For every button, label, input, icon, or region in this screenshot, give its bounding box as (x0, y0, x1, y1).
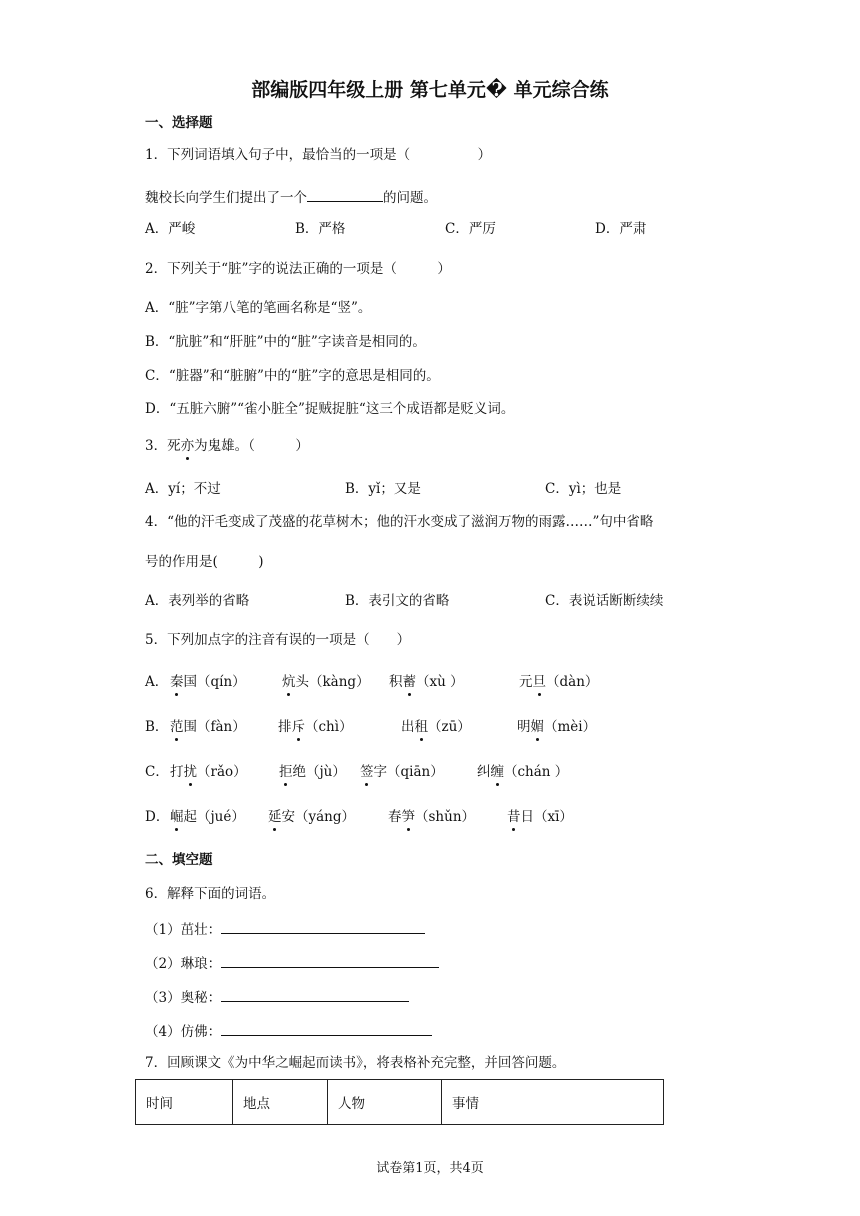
pinyin-text: 日（xī） (520, 809, 573, 825)
plain-char: 纠 (477, 764, 491, 780)
dotted-char: 延 (268, 809, 282, 825)
option-a[interactable]: A．表列举的省略 (145, 593, 250, 609)
dotted-char: 斥 (291, 719, 305, 735)
pinyin-item (517, 718, 596, 736)
pinyin-text: 围（fàn） (183, 719, 246, 735)
term-label: （2）琳琅： (145, 956, 222, 972)
plain-char: 元 (519, 674, 533, 690)
answer-blank[interactable] (221, 1021, 432, 1036)
pinyin-text: （shǔn） (415, 809, 476, 825)
question-6-stem: 6．解释下面的词语。 (145, 886, 276, 902)
dotted-char: 缠 (490, 764, 504, 780)
table-header-cell: 时间 (136, 1080, 233, 1125)
pinyin-item (401, 718, 471, 736)
stem-text: 3．死 (145, 438, 181, 454)
question-1-sentence (145, 187, 437, 207)
pinyin-item (477, 763, 568, 781)
pinyin-item (279, 763, 346, 781)
pinyin-item (519, 673, 598, 691)
plain-char: 春 (388, 809, 402, 825)
pinyin-item (170, 673, 246, 691)
answer-blank[interactable] (221, 953, 439, 968)
term-label: （3）奥秘： (145, 990, 222, 1006)
plain-char: 排 (278, 719, 292, 735)
question-4-stem-line1: 4．“他的汗毛变成了茂盛的花草树木；他的汗水变成了滋润万物的雨露……”句中省略 (145, 514, 654, 530)
pinyin-text: （zū） (428, 719, 471, 735)
dotted-char: 昔 (507, 809, 521, 825)
dotted-char: 拒 (279, 764, 293, 780)
pinyin-text: 安（yáng） (281, 809, 356, 825)
pinyin-item (282, 673, 370, 691)
pinyin-text: （mèi） (544, 719, 597, 735)
pinyin-item (170, 763, 247, 781)
option-d[interactable]: D．严肃 (595, 221, 647, 237)
dotted-char: 媚 (530, 719, 544, 735)
option-b[interactable]: B．严格 (295, 221, 346, 237)
dotted-char: 炕 (282, 674, 296, 690)
option-a[interactable]: A．yí；不过 (145, 481, 221, 497)
pinyin-text: （chì） (305, 719, 353, 735)
table-header-cell: 地点 (233, 1080, 328, 1125)
plain-char: 明 (517, 719, 531, 735)
pinyin-item (389, 673, 464, 691)
section-heading-fill: 二、填空题 (145, 852, 213, 868)
dotted-char: 扰 (183, 764, 197, 780)
pinyin-text: 字（qiān） (373, 764, 444, 780)
option-c[interactable]: C．表说话断断续续 (545, 593, 664, 609)
term-label: （4）仿佛： (145, 1024, 222, 1040)
option-d[interactable]: D．“五脏六腑”“雀小脏全”捉贼捉脏“这三个成语都是贬义词。 (145, 401, 515, 417)
option-label[interactable]: B． (145, 719, 169, 735)
pinyin-text: （chán ） (504, 764, 569, 780)
page-footer: 试卷第1页，共4页 (376, 1161, 484, 1176)
pinyin-text: 国（qín） (183, 674, 246, 690)
table-header-cell: 人物 (328, 1080, 442, 1125)
sentence-text-before: 魏校长向学生们提出了一个 (145, 190, 307, 206)
answer-table (135, 1079, 664, 1125)
answer-blank[interactable] (221, 919, 425, 934)
dotted-char: 秦 (170, 674, 184, 690)
option-c[interactable]: C．严厉 (445, 221, 496, 237)
dotted-char: 旦 (532, 674, 546, 690)
table-header-cell: 事情 (442, 1080, 664, 1125)
pinyin-item (170, 718, 246, 736)
pinyin-item (388, 808, 475, 826)
pinyin-text: 头（kàng） (295, 674, 370, 690)
table-row (136, 1080, 664, 1125)
dotted-char: 范 (170, 719, 184, 735)
plain-char: 出 (401, 719, 415, 735)
pinyin-item (278, 718, 353, 736)
option-b[interactable]: B．“肮脏”和“肝脏”中的“脏”字读音是相同的。 (145, 334, 426, 350)
term-label: （1）茁壮： (145, 922, 222, 938)
pinyin-text: （rǎo） (197, 764, 247, 780)
pinyin-text: （dàn） (546, 674, 599, 690)
option-a[interactable]: A．严峻 (145, 221, 196, 237)
option-b[interactable]: B．yǐ；又是 (345, 481, 421, 497)
question-1-stem: 1．下列词语填入句子中，最恰当的一项是（ ） (145, 147, 492, 163)
option-c[interactable]: C．yì；也是 (545, 481, 622, 497)
option-label[interactable]: C． (145, 764, 169, 780)
dotted-char: 笋 (401, 809, 415, 825)
plain-char: 积 (389, 674, 403, 690)
answer-blank[interactable] (221, 987, 409, 1002)
question-3-stem (145, 437, 309, 455)
section-heading-choice: 一、选择题 (145, 115, 213, 131)
option-label[interactable]: A． (145, 674, 169, 690)
pinyin-item (268, 808, 355, 826)
answer-blank[interactable] (307, 187, 383, 202)
plain-char: 打 (170, 764, 184, 780)
option-label[interactable]: D． (145, 809, 170, 825)
question-6-item-2 (145, 953, 439, 973)
dotted-char: 崛 (170, 809, 184, 825)
dotted-char: 租 (414, 719, 428, 735)
pinyin-item (170, 808, 245, 826)
question-6-item-1 (145, 919, 425, 939)
option-c[interactable]: C．“脏器”和“脏腑”中的“脏”字的意思是相同的。 (145, 368, 440, 384)
question-6-item-3 (145, 987, 409, 1007)
pinyin-item (507, 808, 573, 826)
question-5-stem: 5．下列加点字的注音有误的一项是（ ） (145, 632, 411, 648)
dotted-char: 亦 (180, 438, 195, 454)
dotted-char: 蓄 (402, 674, 416, 690)
pinyin-text: 绝（jù） (292, 764, 346, 780)
question-7-stem: 7．回顾课文《为中华之崛起而读书》，将表格补充完整，并回答问题。 (145, 1055, 566, 1071)
option-a[interactable]: A．“脏”字第八笔的笔画名称是“竖”。 (145, 300, 372, 316)
question-6-item-4 (145, 1021, 432, 1041)
question-4-stem-line2: 号的作用是( ) (145, 554, 264, 570)
stem-text: 为鬼雄。（ ） (194, 438, 309, 454)
pinyin-text: 起（jué） (183, 809, 245, 825)
option-b[interactable]: B．表引文的省略 (345, 593, 450, 609)
pinyin-text: （xù ） (416, 674, 464, 690)
question-2-stem: 2．下列关于“脏”字的说法正确的一项是（ ） (145, 261, 451, 277)
pinyin-item (360, 763, 444, 781)
dotted-char: 签 (360, 764, 374, 780)
page-title: 部编版四年级上册 第七单元� 单元综合练 (251, 79, 609, 101)
sentence-text-after: 的问题。 (383, 190, 437, 206)
